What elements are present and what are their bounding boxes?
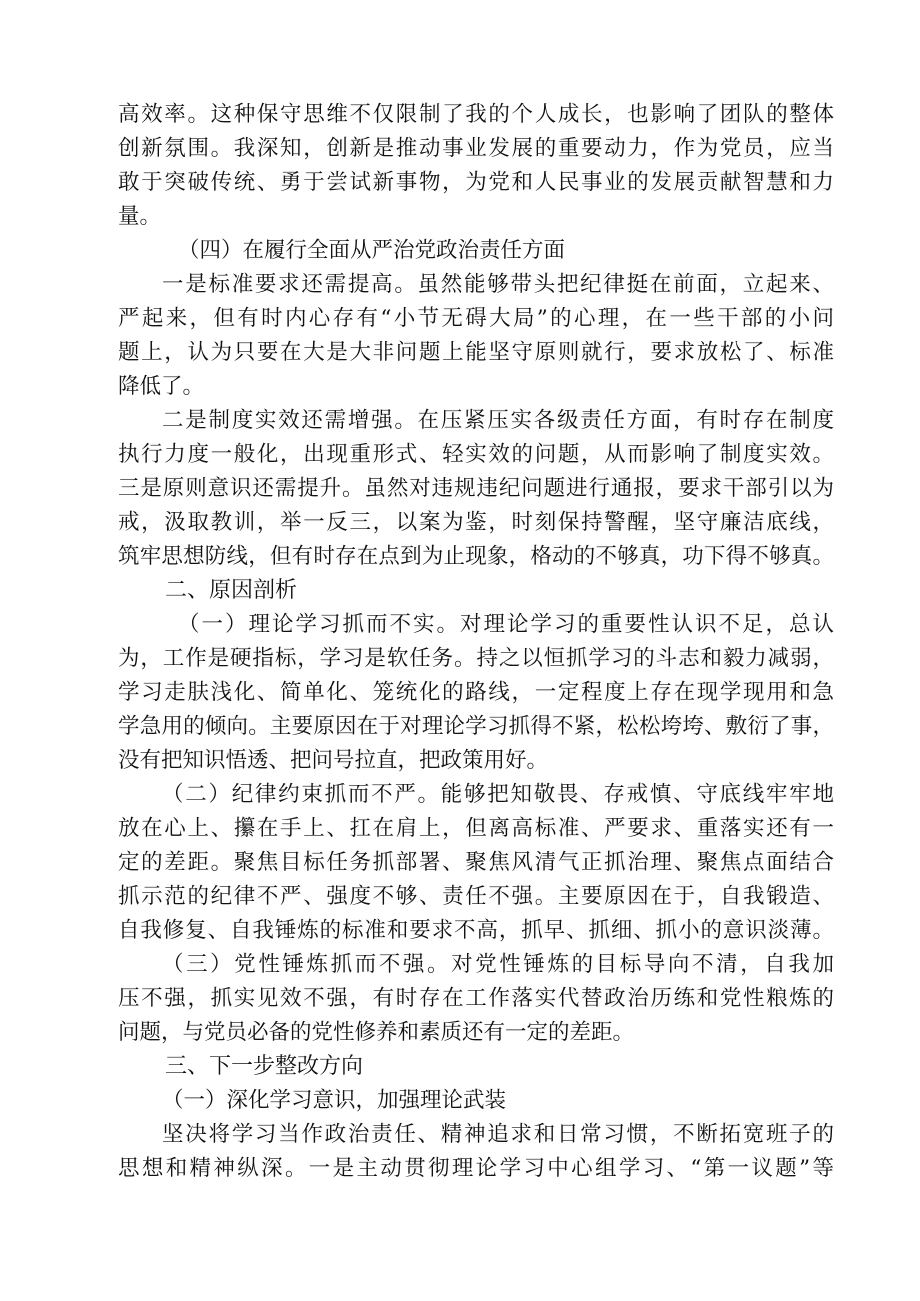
paragraph-line: 学习走肤浅化、简单化、笼统化的路线，一定程度上存在现学现用和急	[118, 680, 834, 705]
paragraph-line: 三是原则意识还需提升。虽然对违规违纪问题进行通报，要求干部引以为	[118, 476, 834, 501]
paragraph-line: 压不强，抓实见效不强，有时存在工作落实代替政治历练和党性粮炼的	[118, 986, 834, 1011]
paragraph-line: 创新氛围。我深知，创新是推动事业发展的重要动力，作为党员，应当	[118, 136, 834, 161]
paragraph-line: 坚决将学习当作政治责任、精神追求和日常习惯，不断拓宽班子的	[162, 1122, 834, 1147]
paragraph-line: （二）纪律约束抓而不严。能够把知敬畏、存戒慎、守底线牢牢地	[162, 782, 834, 807]
paragraph-line: 题上，认为只要在大是大非问题上能坚守原则就行，要求放松了、标准	[118, 340, 834, 365]
paragraph-line: 为，工作是硬指标，学习是软任务。持之以恒抓学习的斗志和毅力减弱，	[118, 646, 834, 671]
section-heading: 三、下一步整改方向	[165, 1054, 364, 1079]
paragraph-line: 戒，汲取教训，举一反三，以案为鉴，时刻保持警醒，坚守廉洁底线，	[118, 510, 834, 535]
paragraph-line: 二是制度实效还需增强。在压紧压实各级责任方面，有时存在制度	[162, 408, 834, 433]
paragraph-line: 一是标准要求还需提高。虽然能够带头把纪律挺在前面，立起来、	[162, 272, 834, 297]
paragraph-line: 自我修复、自我锤炼的标准和要求不高，抓早、抓细、抓小的意识淡薄。	[118, 918, 834, 943]
paragraph-line: （三）党性锤炼抓而不强。对党性锤炼的目标导向不清，自我加	[162, 952, 834, 977]
paragraph-line: 思想和精神纵深。一是主动贯彻理论学习中心组学习、“第一议题”等	[118, 1156, 834, 1181]
paragraph-line: 放在心上、攥在手上、扛在肩上，但离高标准、严要求、重落实还有一	[118, 816, 834, 841]
paragraph-line: 抓示范的纪律不严、强度不够、责任不强。主要原因在于，自我锻造、	[118, 884, 834, 909]
paragraph-line: 高效率。这种保守思维不仅限制了我的个人成长，也影响了团队的整体	[118, 102, 834, 127]
paragraph-line: 降低了。	[118, 374, 205, 399]
paragraph-line: 筑牢思想防线，但有时存在点到为止现象，格动的不够真，功下得不够真。	[118, 544, 834, 569]
paragraph-line: 量。	[118, 204, 162, 229]
paragraph-line: 敢于突破传统、勇于尝试新事物，为党和人民事业的发展贡献智慧和力	[118, 170, 834, 195]
paragraph-line: 严起来，但有时内心存有“小节无碍大局”的心理，在一些干部的小问	[118, 306, 834, 331]
paragraph-line: 没有把知识悟透、把问号拉直，把政策用好。	[118, 748, 549, 773]
subsection-heading: （一）深化学习意识，加强理论武装	[162, 1088, 507, 1113]
paragraph-line: （一）理论学习抓而不实。对理论学习的重要性认识不足，总认	[178, 612, 834, 637]
paragraph-line: 执行力度一般化，出现重形式、轻实效的问题，从而影响了制度实效。	[118, 442, 834, 467]
paragraph-line: 定的差距。聚焦目标任务抓部署、聚焦风清气正抓治理、聚焦点面结合	[118, 850, 834, 875]
section-heading: 二、原因剖析	[165, 578, 298, 603]
paragraph-line: 学急用的倾向。主要原因在于对理论学习抓得不紧，松松垮垮、敷衍了事，	[118, 714, 834, 739]
paragraph-line: 问题，与党员必备的党性修养和素质还有一定的差距。	[118, 1020, 635, 1045]
subsection-heading: （四）在履行全面从严治党政治责任方面	[178, 238, 566, 263]
